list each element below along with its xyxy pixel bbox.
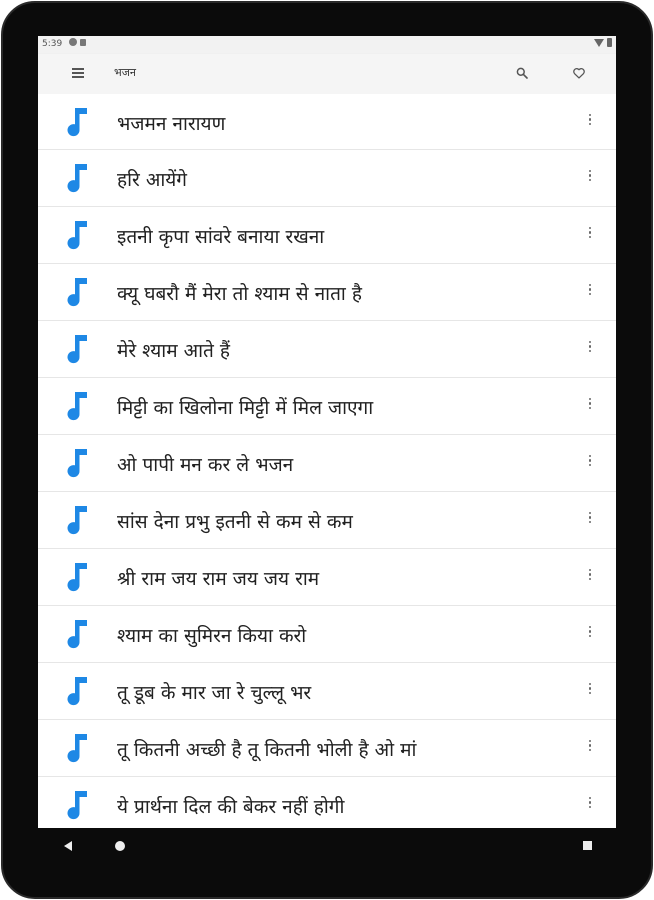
more-vert-icon[interactable] (586, 455, 594, 471)
home-circle-icon[interactable] (115, 841, 125, 851)
music-note-icon (65, 106, 91, 138)
recent-apps-square-icon[interactable] (583, 841, 592, 850)
system-nav-bar (38, 828, 616, 868)
music-note-icon (65, 276, 91, 308)
more-vert-icon[interactable] (586, 740, 594, 756)
music-note-icon (65, 390, 91, 422)
more-vert-icon[interactable] (586, 284, 594, 300)
page-title: भजन (114, 66, 136, 79)
bhajan-list (38, 94, 616, 828)
more-vert-icon[interactable] (586, 227, 594, 243)
list-item[interactable] (38, 777, 616, 828)
wifi-icon (594, 39, 604, 47)
list-item-label: हरि आयेंगे (117, 169, 187, 191)
list-item[interactable] (38, 207, 616, 264)
more-vert-icon[interactable] (586, 170, 594, 186)
music-note-icon (65, 675, 91, 707)
more-vert-icon[interactable] (586, 626, 594, 642)
music-note-icon (65, 447, 91, 479)
list-item[interactable] (38, 321, 616, 378)
status-system-icons (594, 38, 612, 47)
status-time: 5:39 (42, 39, 63, 49)
status-notification-icons (69, 38, 86, 46)
music-note-icon (65, 219, 91, 251)
music-note-icon (65, 504, 91, 536)
list-item-label: सांस देना प्रभु इतनी से कम से कम (117, 511, 353, 533)
back-triangle-icon[interactable] (64, 841, 72, 851)
battery-icon (607, 38, 612, 47)
list-item[interactable] (38, 549, 616, 606)
list-item[interactable] (38, 492, 616, 549)
list-item[interactable] (38, 264, 616, 321)
list-item[interactable] (38, 435, 616, 492)
music-note-icon (65, 561, 91, 593)
list-item-label: श्याम का सुमिरन किया करो (117, 625, 307, 647)
list-item-label: ये प्रार्थना दिल की बेकर नहीं होगी (117, 796, 345, 818)
list-item-label: मिट्टी का खिलोना मिट्टी में मिल जाएगा (117, 397, 374, 419)
music-note-icon (65, 333, 91, 365)
list-item[interactable] (38, 606, 616, 663)
list-item-label: श्री राम जय राम जय जय राम (117, 568, 320, 590)
music-note-icon (65, 162, 91, 194)
list-item-label: इतनी कृपा सांवरे बनाया रखना (117, 226, 325, 248)
more-vert-icon[interactable] (586, 569, 594, 585)
list-item[interactable] (38, 150, 616, 207)
music-note-icon (65, 789, 91, 821)
list-item[interactable] (38, 378, 616, 435)
more-vert-icon[interactable] (586, 114, 594, 130)
screen (38, 36, 616, 828)
list-item-label: मेरे श्याम आते हैं (117, 340, 230, 362)
sync-icon (69, 38, 77, 46)
status-bar (38, 36, 616, 54)
music-note-icon (65, 732, 91, 764)
more-vert-icon[interactable] (586, 683, 594, 699)
search-icon[interactable] (516, 67, 528, 79)
list-item[interactable] (38, 94, 616, 150)
more-vert-icon[interactable] (586, 512, 594, 528)
more-vert-icon[interactable] (586, 797, 594, 813)
heart-icon[interactable] (572, 66, 586, 80)
app-bar (38, 54, 616, 94)
lock-icon (80, 39, 86, 46)
list-item[interactable] (38, 663, 616, 720)
list-item-label: तू डूब के मार जा रे चुल्लू भर (117, 682, 312, 704)
list-item-label: तू कितनी अच्छी है तू कितनी भोली है ओ मां (117, 739, 417, 761)
list-item-label: क्यू घबरौ मैं मेरा तो श्याम से नाता है (117, 283, 362, 305)
music-note-icon (65, 618, 91, 650)
more-vert-icon[interactable] (586, 398, 594, 414)
list-item-label: ओ पापी मन कर ले भजन (117, 454, 294, 476)
hamburger-menu-icon[interactable] (72, 68, 84, 77)
list-item[interactable] (38, 720, 616, 777)
list-item-label: भजमन नारायण (117, 113, 226, 135)
more-vert-icon[interactable] (586, 341, 594, 357)
